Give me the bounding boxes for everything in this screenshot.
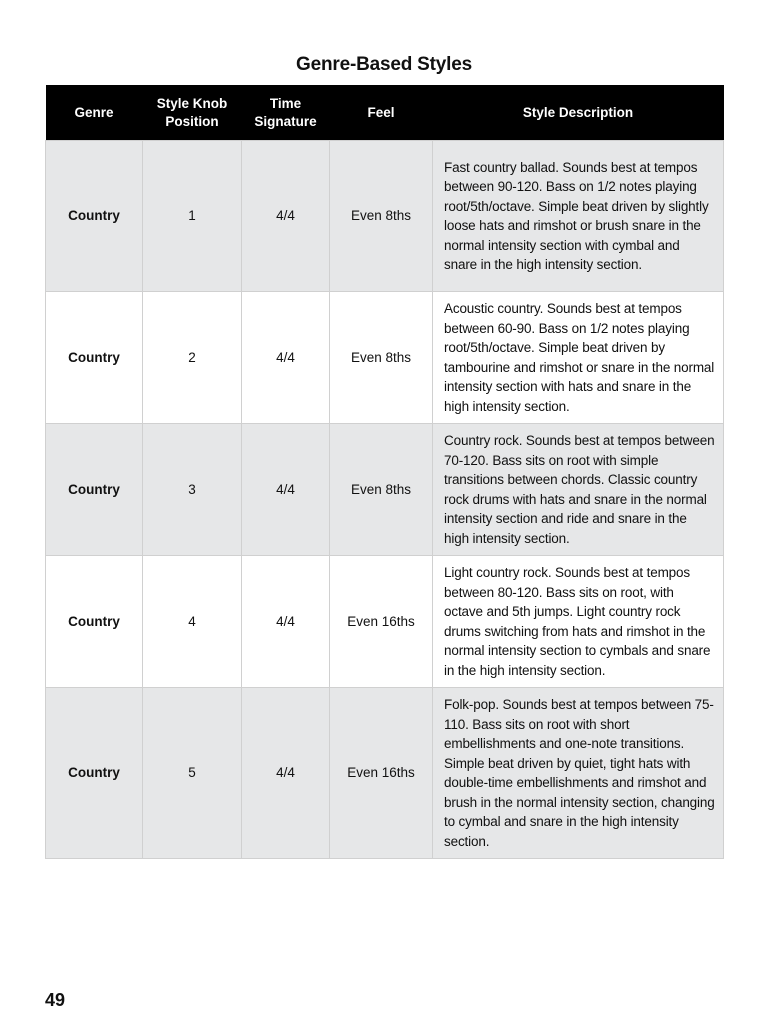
header-style-knob-line1: Style Knob — [156, 95, 228, 111]
cell-knob-position: 5 — [143, 688, 242, 859]
header-style-knob-line2: Position — [165, 113, 219, 129]
header-feel: Feel — [330, 85, 433, 141]
cell-feel: Even 16ths — [330, 688, 433, 859]
header-style-description: Style Description — [433, 85, 724, 141]
page-number: 49 — [45, 990, 66, 1010]
cell-genre: Country — [46, 141, 143, 292]
cell-time-signature: 4/4 — [242, 292, 330, 424]
cell-knob-position: 3 — [143, 424, 242, 556]
cell-description: Fast country ballad. Sounds best at tempos between 90-120. Bass on 1/2 notes playing root/5th/octave. Simple beat driven by slightly loose hats and rimshot or brush snare in the normal intensity section with cymbal and snare in the high intensity section. — [433, 141, 724, 292]
header-time-line1: Time — [269, 95, 302, 111]
cell-description: Light country rock. Sounds best at tempos between 80-120. Bass sits on root, with octave and 5th jumps. Light country rock drums switching from hats and rimshot in the normal intensity section to cymbals and snare in the high intensity section. — [433, 556, 724, 688]
header-time-signature — [242, 85, 330, 141]
cell-feel: Even 16ths — [330, 556, 433, 688]
cell-feel: Even 8ths — [330, 424, 433, 556]
table-row — [46, 292, 724, 424]
table-row — [46, 424, 724, 556]
cell-knob-position: 1 — [143, 141, 242, 292]
table-header-row — [46, 85, 724, 141]
table-row — [46, 556, 724, 688]
cell-feel: Even 8ths — [330, 292, 433, 424]
cell-knob-position: 2 — [143, 292, 242, 424]
cell-knob-position: 4 — [143, 556, 242, 688]
cell-description: Country rock. Sounds best at tempos between 70-120. Bass sits on root with simple transitions between chords. Classic country rock drums with hats and snare in the normal intensity section and ride and snare in the high intensity section. — [433, 424, 724, 556]
cell-genre: Country — [46, 688, 143, 859]
table-row — [46, 141, 724, 292]
genre-styles-table — [45, 85, 724, 859]
cell-time-signature: 4/4 — [242, 424, 330, 556]
cell-description: Acoustic country. Sounds best at tempos between 60-90. Bass on 1/2 notes playing root/5th/octave. Simple beat driven by tambourine and rimshot or snare in the normal intensity section with hats and snare in the high intensity section. — [433, 292, 724, 424]
table-row — [46, 688, 724, 859]
cell-genre: Country — [46, 292, 143, 424]
cell-time-signature: 4/4 — [242, 688, 330, 859]
page-title: Genre-Based Styles — [296, 54, 472, 75]
cell-genre: Country — [46, 556, 143, 688]
header-style-knob-position — [143, 85, 242, 141]
cell-feel: Even 8ths — [330, 141, 433, 292]
header-time-line2: Signature — [254, 113, 317, 129]
cell-time-signature: 4/4 — [242, 141, 330, 292]
cell-description: Folk-pop. Sounds best at tempos between 75-110. Bass sits on root with short embellishments and one-note transitions. Simple beat driven by quiet, tight hats with double-time embellishments and rimshot and brush in the normal intensity section, changing to cymbal and snare in the high intensity section. — [433, 688, 724, 859]
header-genre: Genre — [46, 85, 143, 141]
cell-time-signature: 4/4 — [242, 556, 330, 688]
cell-genre: Country — [46, 424, 143, 556]
